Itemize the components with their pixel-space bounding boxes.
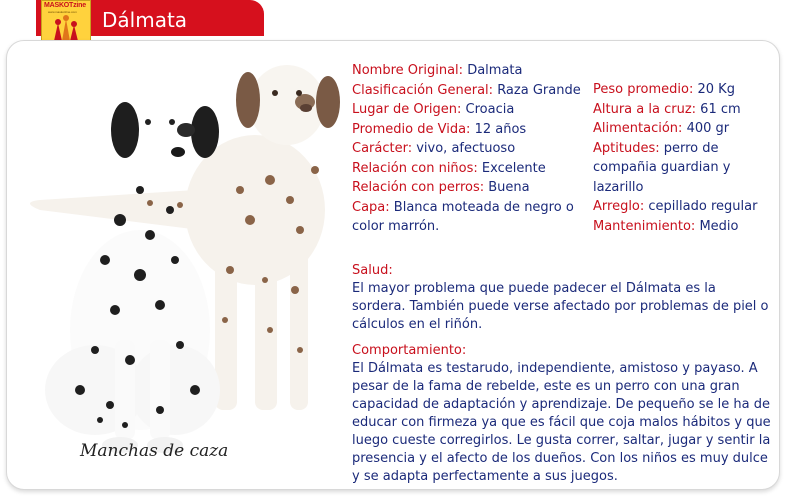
- detail-value: Excelente: [481, 160, 546, 176]
- detail-value: 61 cm: [700, 101, 741, 117]
- breed-title: Dálmata: [102, 8, 188, 32]
- detail-value: Buena: [488, 180, 530, 195]
- detail-row: [352, 81, 592, 101]
- detail-value: Medio: [699, 218, 739, 234]
- logo-text: MASKOTzine: [44, 2, 86, 9]
- health-title: Salud:: [352, 263, 393, 278]
- behavior-text: El Dálmata es testarudo, independiente, amistoso y payaso. A pesar de la fama de rebelde, este es un perro con una gran capacidad de adaptación y aprendizaje. De pequeño se le ha de educar con firmeza ya que es fácil que coja malos hábitos y que luego cueste corregirlos. Le gusta correr, saltar, jugar y sentir la presencia y el afecto de los dueños. Con los niños es muy dulce y se adapta perfectamente a sus juegos.: [352, 361, 771, 484]
- detail-value: Croacia: [465, 102, 515, 117]
- detail-value: 20 Kg: [697, 82, 735, 97]
- detail-label: Peso promedio:: [593, 82, 694, 97]
- detail-row: [352, 178, 592, 198]
- detail-row: [352, 139, 592, 159]
- health-text: El mayor problema que puede padecer el Dálmata es la sordera. También puede verse afectado por problemas de piel o cálculos en el riñón.: [352, 281, 769, 332]
- detail-value: 400 gr: [686, 121, 730, 136]
- detail-row: [352, 100, 592, 120]
- detail-label: Carácter:: [352, 141, 413, 156]
- pets-icon: [50, 13, 82, 43]
- detail-row: [352, 198, 592, 237]
- detail-row: [593, 139, 778, 198]
- behavior-title: Comportamiento:: [352, 343, 467, 358]
- detail-row: [593, 217, 778, 237]
- detail-label: Lugar de Origen:: [352, 102, 462, 117]
- detail-value: perro de compañia guardian y lazarillo: [593, 140, 731, 195]
- detail-value: Blanca moteada de negro o color marrón.: [352, 199, 574, 234]
- detail-label: Relación con perros:: [352, 180, 485, 195]
- photo-caption: Manchas de caza: [80, 441, 229, 461]
- detail-label: Promedio de Vida:: [352, 121, 471, 137]
- detail-value: Raza Grande: [497, 82, 581, 98]
- behavior-section: [352, 342, 772, 486]
- detail-row: [352, 120, 592, 140]
- detail-label: Altura a la cruz:: [593, 101, 697, 117]
- detail-label: Relación con niños:: [352, 160, 478, 176]
- detail-label: Mantenimiento:: [593, 218, 696, 234]
- detail-label: Nombre Original:: [352, 63, 464, 78]
- detail-row: [593, 197, 778, 217]
- dalmatian-photo: [0, 60, 345, 470]
- detail-row: [352, 159, 592, 179]
- detail-label: Capa:: [352, 199, 390, 215]
- details-left-column: [352, 61, 592, 237]
- detail-label: Aptitudes:: [593, 140, 660, 156]
- detail-value: cepillado regular: [648, 199, 758, 214]
- detail-row: [352, 61, 592, 81]
- detail-label: Arreglo:: [593, 199, 645, 214]
- detail-row: [593, 80, 778, 100]
- detail-label: Clasificación General:: [352, 82, 494, 98]
- detail-value: Dalmata: [467, 63, 523, 78]
- detail-value: vivo, afectuoso: [416, 141, 516, 156]
- details-right-column: [593, 80, 778, 236]
- detail-row: [593, 119, 778, 139]
- detail-value: 12 años: [474, 121, 527, 137]
- health-section: [352, 262, 772, 334]
- detail-row: [593, 100, 778, 120]
- logo-subtext: www.maskotzine.com: [48, 10, 77, 14]
- detail-label: Alimentación:: [593, 121, 683, 136]
